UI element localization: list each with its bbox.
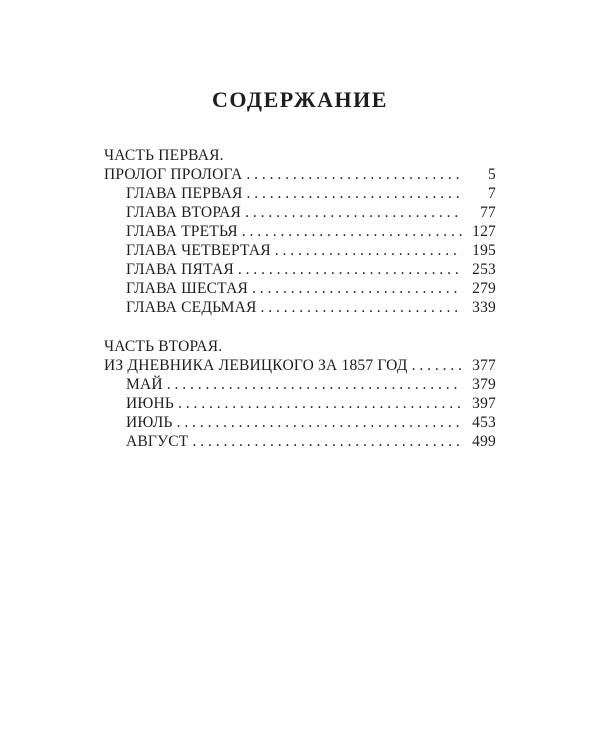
toc-entry-page: 499 [472,433,496,450]
toc-entry[interactable] [104,432,496,451]
toc-entry[interactable] [104,260,496,279]
toc-entry[interactable] [104,203,496,222]
dot-leader [247,184,462,203]
dot-leader [178,394,462,413]
toc-entry-page: 253 [472,261,496,278]
toc-entry-label: ГЛАВА ЧЕТВЕРТАЯ [126,242,271,259]
dot-leader [252,279,462,298]
toc-entry[interactable] [104,298,496,317]
toc-entry-page: 5 [488,166,496,183]
toc-entry[interactable] [104,184,496,203]
toc-entry-label: ГЛАВА ПЕРВАЯ [126,185,243,202]
toc-entry-page: 279 [472,280,496,297]
toc-entry-label: ГЛАВА ВТОРАЯ [126,204,242,221]
dot-leader [275,241,462,260]
toc-entry-label: ГЛАВА СЕДЬМАЯ [126,299,257,316]
toc-entry-page: 7 [488,185,496,202]
toc-part-2 [104,337,496,451]
toc-entry[interactable] [104,279,496,298]
toc-entry-label: ИЗ ДНЕВНИКА ЛЕВИЦКОГО ЗА 1857 ГОД [104,357,408,374]
toc-entry-page: 195 [472,242,496,259]
dot-leader [242,222,462,241]
dot-leader [238,260,462,279]
toc-entry-page: 127 [472,223,496,240]
dot-leader [412,356,462,375]
toc-entry-label: ПРОЛОГ ПРОЛОГА [104,166,243,183]
dot-leader [261,298,462,317]
toc-part-1 [104,146,496,317]
toc-entry-label: ИЮЛЬ [126,414,173,431]
dot-leader [245,203,462,222]
dot-leader [246,165,462,184]
toc-entry-page: 339 [472,299,496,316]
toc-entry-page: 397 [472,395,496,412]
toc-entry[interactable] [104,222,496,241]
toc-entry-label: ГЛАВА ТРЕТЬЯ [126,223,238,240]
toc-entry-page: 453 [472,414,496,431]
part-heading: ЧАСТЬ ВТОРАЯ. [104,338,223,355]
toc-entry-label: АВГУСТ [126,433,189,450]
toc-entry[interactable] [104,356,496,375]
dot-leader [177,413,462,432]
toc-entry-page: 379 [472,376,496,393]
toc-entry-page: 77 [480,204,496,221]
toc-entry[interactable] [104,413,496,432]
page-title: СОДЕРЖАНИЕ [212,87,388,112]
table-of-contents [104,146,496,451]
toc-entry-label: ГЛАВА ПЯТАЯ [126,261,234,278]
toc-entry-label: ГЛАВА ШЕСТАЯ [126,280,249,297]
toc-entry[interactable] [104,394,496,413]
toc-entry-label: ИЮНЬ [126,395,175,412]
toc-entry-page: 377 [472,357,496,374]
part-heading: ЧАСТЬ ПЕРВАЯ. [104,147,224,164]
toc-entry[interactable] [104,375,496,394]
toc-entry[interactable] [104,241,496,260]
toc-entry[interactable] [104,165,496,184]
dot-leader [192,432,462,451]
dot-leader [167,375,462,394]
toc-entry-label: МАЙ [126,376,163,393]
